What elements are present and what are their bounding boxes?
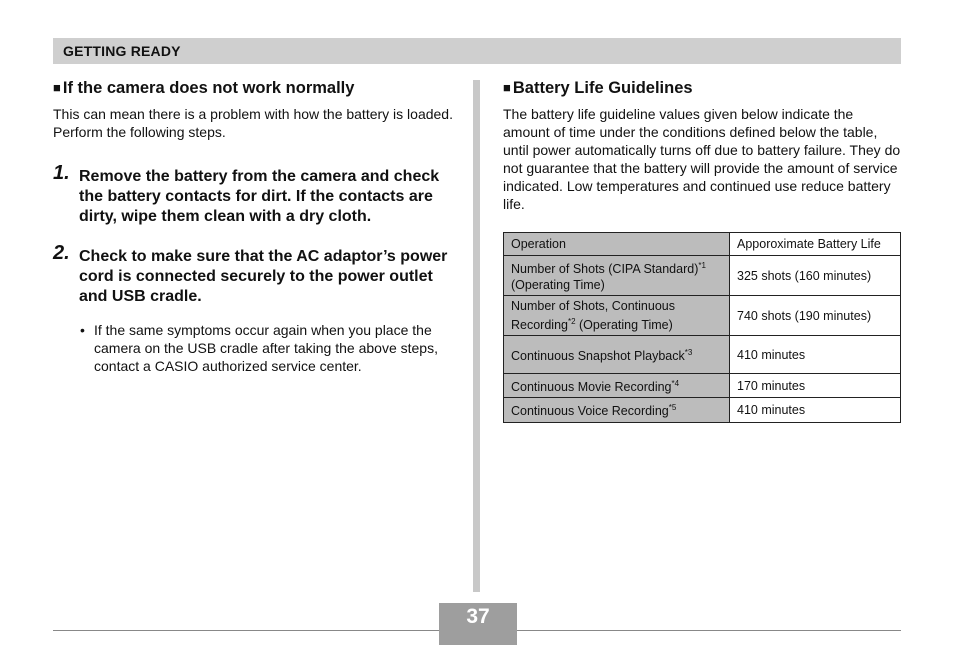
step-2-number: 2. [53, 242, 70, 264]
right-section-title [503, 78, 901, 99]
step-2-text: Check to make sure that the AC adaptor’s power cord is connected securely to the power outlet and USB cradle. [79, 248, 448, 305]
battery-life-table [503, 232, 901, 423]
table-cell-life: 170 minutes [730, 374, 901, 398]
square-bullet-icon: ■ [53, 80, 61, 95]
table-cell-operation: Continuous Snapshot Playback$^{*3}$ [504, 336, 730, 374]
table-cell-life: 325 shots (160 minutes) [730, 256, 901, 296]
note-bullet [53, 321, 453, 375]
page-number-tab [439, 603, 517, 645]
table-header-row [504, 233, 901, 256]
right-column [503, 78, 901, 423]
table-row [504, 256, 901, 296]
step-1-text: Remove the battery from the camera and check the battery contacts for dirt. If the contacts are dirty, wipe them clean with a dry cloth. [79, 168, 440, 225]
left-section-title-text: If the camera does not work normally [62, 79, 355, 97]
bullet-dot-icon: • [80, 322, 85, 338]
left-column [53, 78, 453, 375]
left-section-title [53, 78, 453, 99]
table-cell-life: 410 minutes [730, 398, 901, 422]
table-cell-operation: Continuous Movie Recording$^{*4}$ [504, 374, 730, 398]
table-row [504, 296, 901, 336]
table-row [504, 336, 901, 374]
table-row [504, 398, 901, 422]
column-divider [473, 80, 480, 592]
table-cell-operation: Number of Shots, Continuous Recording$^{*2}$ (Operating Time) [504, 296, 730, 336]
page-number: 37 [466, 605, 490, 628]
section-header [53, 38, 901, 64]
note-bullet-text: If the same symptoms occur again when you place the camera on the USB cradle after taking the above steps, contact a CASIO authorized service center. [94, 322, 438, 374]
table-cell-life: 740 shots (190 minutes) [730, 296, 901, 336]
table-header-operation: Operation [504, 233, 730, 256]
right-intro: The battery life guideline values given below indicate the amount of time under the conditions defined below the table, until power automatically turns off due to battery failure. They do not guarantee that the battery will provide the amount of service indicated. Low temperatures and continued use reduce battery life. [503, 106, 901, 212]
table-cell-life: 410 minutes [730, 336, 901, 374]
left-intro: This can mean there is a problem with how the battery is loaded. Perform the following steps. [53, 106, 453, 140]
section-header-label: GETTING READY [63, 43, 181, 59]
table-cell-operation: Number of Shots (CIPA Standard)$^{*1}$ (Operating Time) [504, 256, 730, 296]
table-header-life: Apporoximate Battery Life [730, 233, 901, 256]
step-1 [53, 162, 453, 227]
square-bullet-icon: ■ [503, 80, 511, 95]
table-cell-operation: Continuous Voice Recording$^{*5}$ [504, 398, 730, 422]
table-row [504, 374, 901, 398]
step-1-number: 1. [53, 162, 70, 184]
step-2 [53, 242, 453, 307]
right-section-title-text: Battery Life Guidelines [512, 79, 693, 97]
